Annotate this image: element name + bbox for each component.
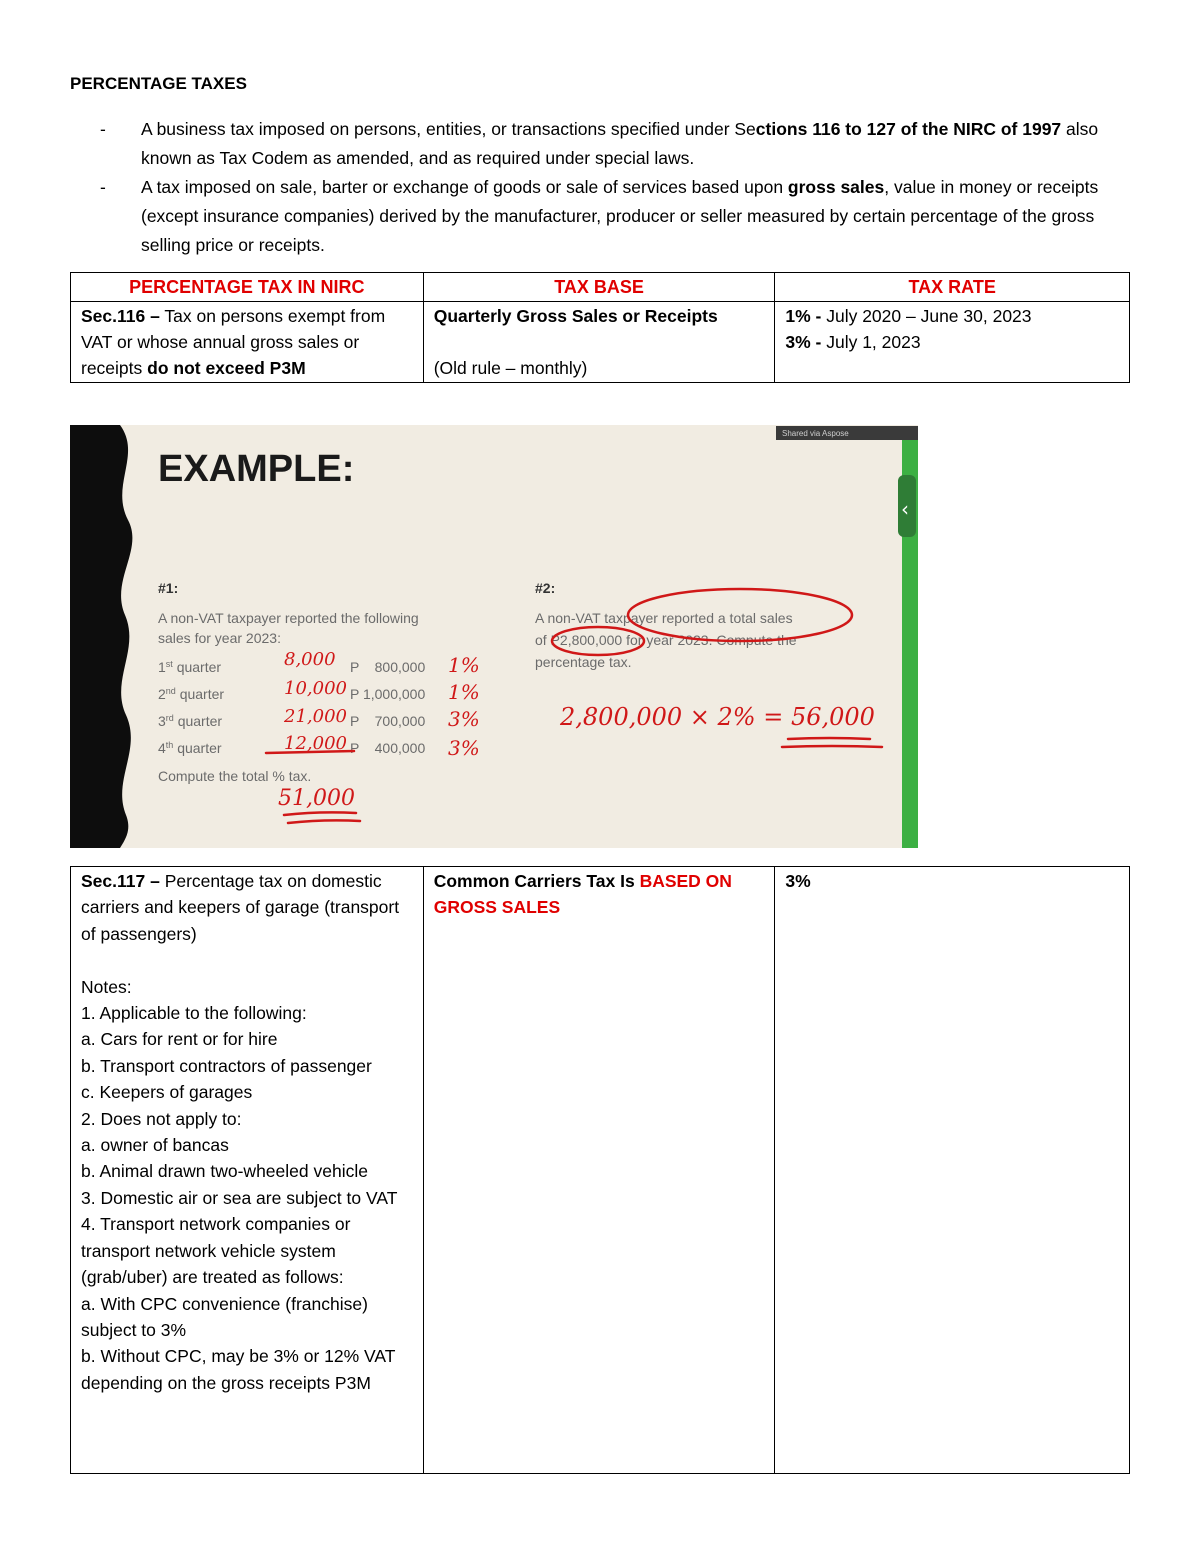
- note-line: b. Without CPC, may be 3% or 12% VAT depending on the gross receipts P3M: [81, 1346, 396, 1393]
- bullet-text: also known as Tax Codem as amended, and as required under special laws.: [141, 119, 1099, 168]
- tax-base-cell: [423, 302, 775, 383]
- table-header-row: [71, 273, 1130, 302]
- quarter-label: 2nd quarter: [158, 686, 225, 702]
- quarter-amount: P 700,000: [350, 713, 426, 729]
- bullet-dash: -: [100, 119, 106, 139]
- header-cell: PERCENTAGE TAX IN NIRC: [71, 273, 424, 302]
- table-row: [71, 867, 1130, 1474]
- section-bold: do not exceed P3M: [147, 358, 306, 378]
- example2-label: #2:: [535, 580, 556, 596]
- note-line: c. Keepers of garages: [81, 1082, 253, 1103]
- page-heading: PERCENTAGE TAXES: [70, 74, 247, 93]
- note-line: a. With CPC convenience (franchise) subject to 3%: [81, 1293, 368, 1340]
- table-row: [71, 302, 1130, 383]
- bullet-list: [70, 115, 1130, 260]
- decorative-wave-border: [70, 425, 132, 848]
- rate-text: July 1, 2023: [821, 332, 921, 352]
- handwritten-note: 8,000: [284, 649, 336, 670]
- example1-label: #1:: [158, 580, 179, 596]
- chevron-left-icon: ‹: [901, 497, 909, 521]
- note-line: a. Cars for rent or for hire: [81, 1029, 278, 1050]
- example-slide: [70, 425, 918, 848]
- bullet-bold: gross sales: [787, 177, 885, 197]
- header-cell: TAX RATE: [775, 273, 1130, 302]
- bullet-bold: ctions 116 to 127 of the NIRC of 1997: [755, 119, 1062, 139]
- handwritten-rate: 1%: [448, 680, 480, 704]
- example1-compute: Compute the total % tax.: [158, 768, 312, 784]
- tax-rate-cell: [775, 867, 1130, 1474]
- quarter-amount: P 800,000: [350, 659, 426, 675]
- bullet-text: A tax imposed on sale, barter or exchange of goods or sale of services based upon: [141, 177, 788, 197]
- tax-base-note: (Old rule – monthly): [433, 358, 588, 378]
- note-line: b. Animal drawn two-wheeled vehicle: [81, 1161, 368, 1182]
- bullet-text: , value in money or receipts (except insurance companies) derived by the manufacturer, producer or seller measured by certain percentage of the gross selling price or receipts.: [141, 177, 1099, 255]
- handwritten-calc: 2,800,000 × 2% = 56,000: [560, 703, 875, 731]
- example1-intro: A non-VAT taxpayer reported the following: [158, 610, 419, 626]
- section-cell: [71, 302, 424, 383]
- section-cell: [71, 867, 424, 1474]
- note-line: 3. Domestic air or sea are subject to VAT: [81, 1187, 398, 1208]
- handwritten-rate: 3%: [448, 707, 480, 731]
- section-text: Tax on persons exempt from VAT or whose annual gross sales or receipts: [81, 306, 386, 378]
- quarter-label: 4th quarter: [158, 740, 222, 756]
- section-text: Percentage tax on domestic carriers and keepers of garage (transport of passengers): [81, 871, 400, 944]
- bullet-item: [70, 173, 1130, 260]
- note-line: 1. Applicable to the following:: [81, 1003, 307, 1024]
- example-slide-canvas: [70, 425, 918, 848]
- tax-base-highlight: BASED ON GROSS SALES: [433, 871, 732, 918]
- handwritten-rate: 1%: [448, 653, 480, 677]
- handwritten-note: 12,000: [284, 733, 347, 754]
- rate-text: July 2020 – June 30, 2023: [821, 306, 1032, 326]
- bullet-dash: -: [100, 177, 106, 197]
- header-cell: TAX BASE: [423, 273, 775, 302]
- tax-rate-cell: [775, 302, 1130, 383]
- note-line: a. owner of bancas: [81, 1135, 229, 1156]
- handwritten-underline: [782, 738, 882, 747]
- note-line: 2. Does not apply to:: [81, 1108, 242, 1129]
- example-title: EXAMPLE:: [158, 448, 355, 490]
- note-line: 4. Transport network companies or transport network vehicle system (grab/uber) are treated as follows:: [81, 1214, 351, 1288]
- tax-base: Quarterly Gross Sales or Receipts: [433, 306, 718, 326]
- tax-rate: 3%: [785, 871, 811, 891]
- tax-base: Common Carriers Tax Is: [433, 871, 640, 891]
- example2-text: percentage tax.: [535, 654, 632, 670]
- tax-base-cell: [423, 867, 775, 1474]
- quarter-label: 3rd quarter: [158, 713, 223, 729]
- note-line: b. Transport contractors of passenger: [81, 1055, 372, 1076]
- percentage-tax-table: [70, 272, 1130, 383]
- note-line: Notes:: [81, 976, 132, 997]
- handwritten-total: 51,000: [278, 786, 355, 811]
- quarter-amount: P 400,000: [350, 740, 426, 756]
- quarter-amount: P 1,000,000: [350, 686, 426, 702]
- rate-bold: 3% -: [785, 332, 822, 352]
- handwritten-note: 10,000: [284, 678, 347, 699]
- handwritten-rate: 3%: [448, 736, 480, 760]
- top-badge-text: Shared via Aspose: [782, 429, 849, 438]
- quarter-label: 1st quarter: [158, 659, 222, 675]
- example2-text: A non-VAT taxpayer reported a total sales: [535, 610, 793, 626]
- section-label: Sec.116 –: [81, 306, 160, 326]
- handwritten-note: 21,000: [284, 706, 347, 727]
- handwritten-underline: [284, 812, 360, 823]
- rate-bold: 1% -: [785, 306, 822, 326]
- bullet-text: A business tax imposed on persons, entities, or transactions specified under Se: [141, 119, 756, 139]
- carriers-tax-table: [70, 866, 1130, 1474]
- section-label: Sec.117 –: [81, 871, 160, 891]
- example2-text: of P2,800,000 for year 2023. Compute the: [535, 632, 797, 648]
- example1-intro: sales for year 2023:: [158, 630, 281, 646]
- bullet-item: [70, 115, 1130, 173]
